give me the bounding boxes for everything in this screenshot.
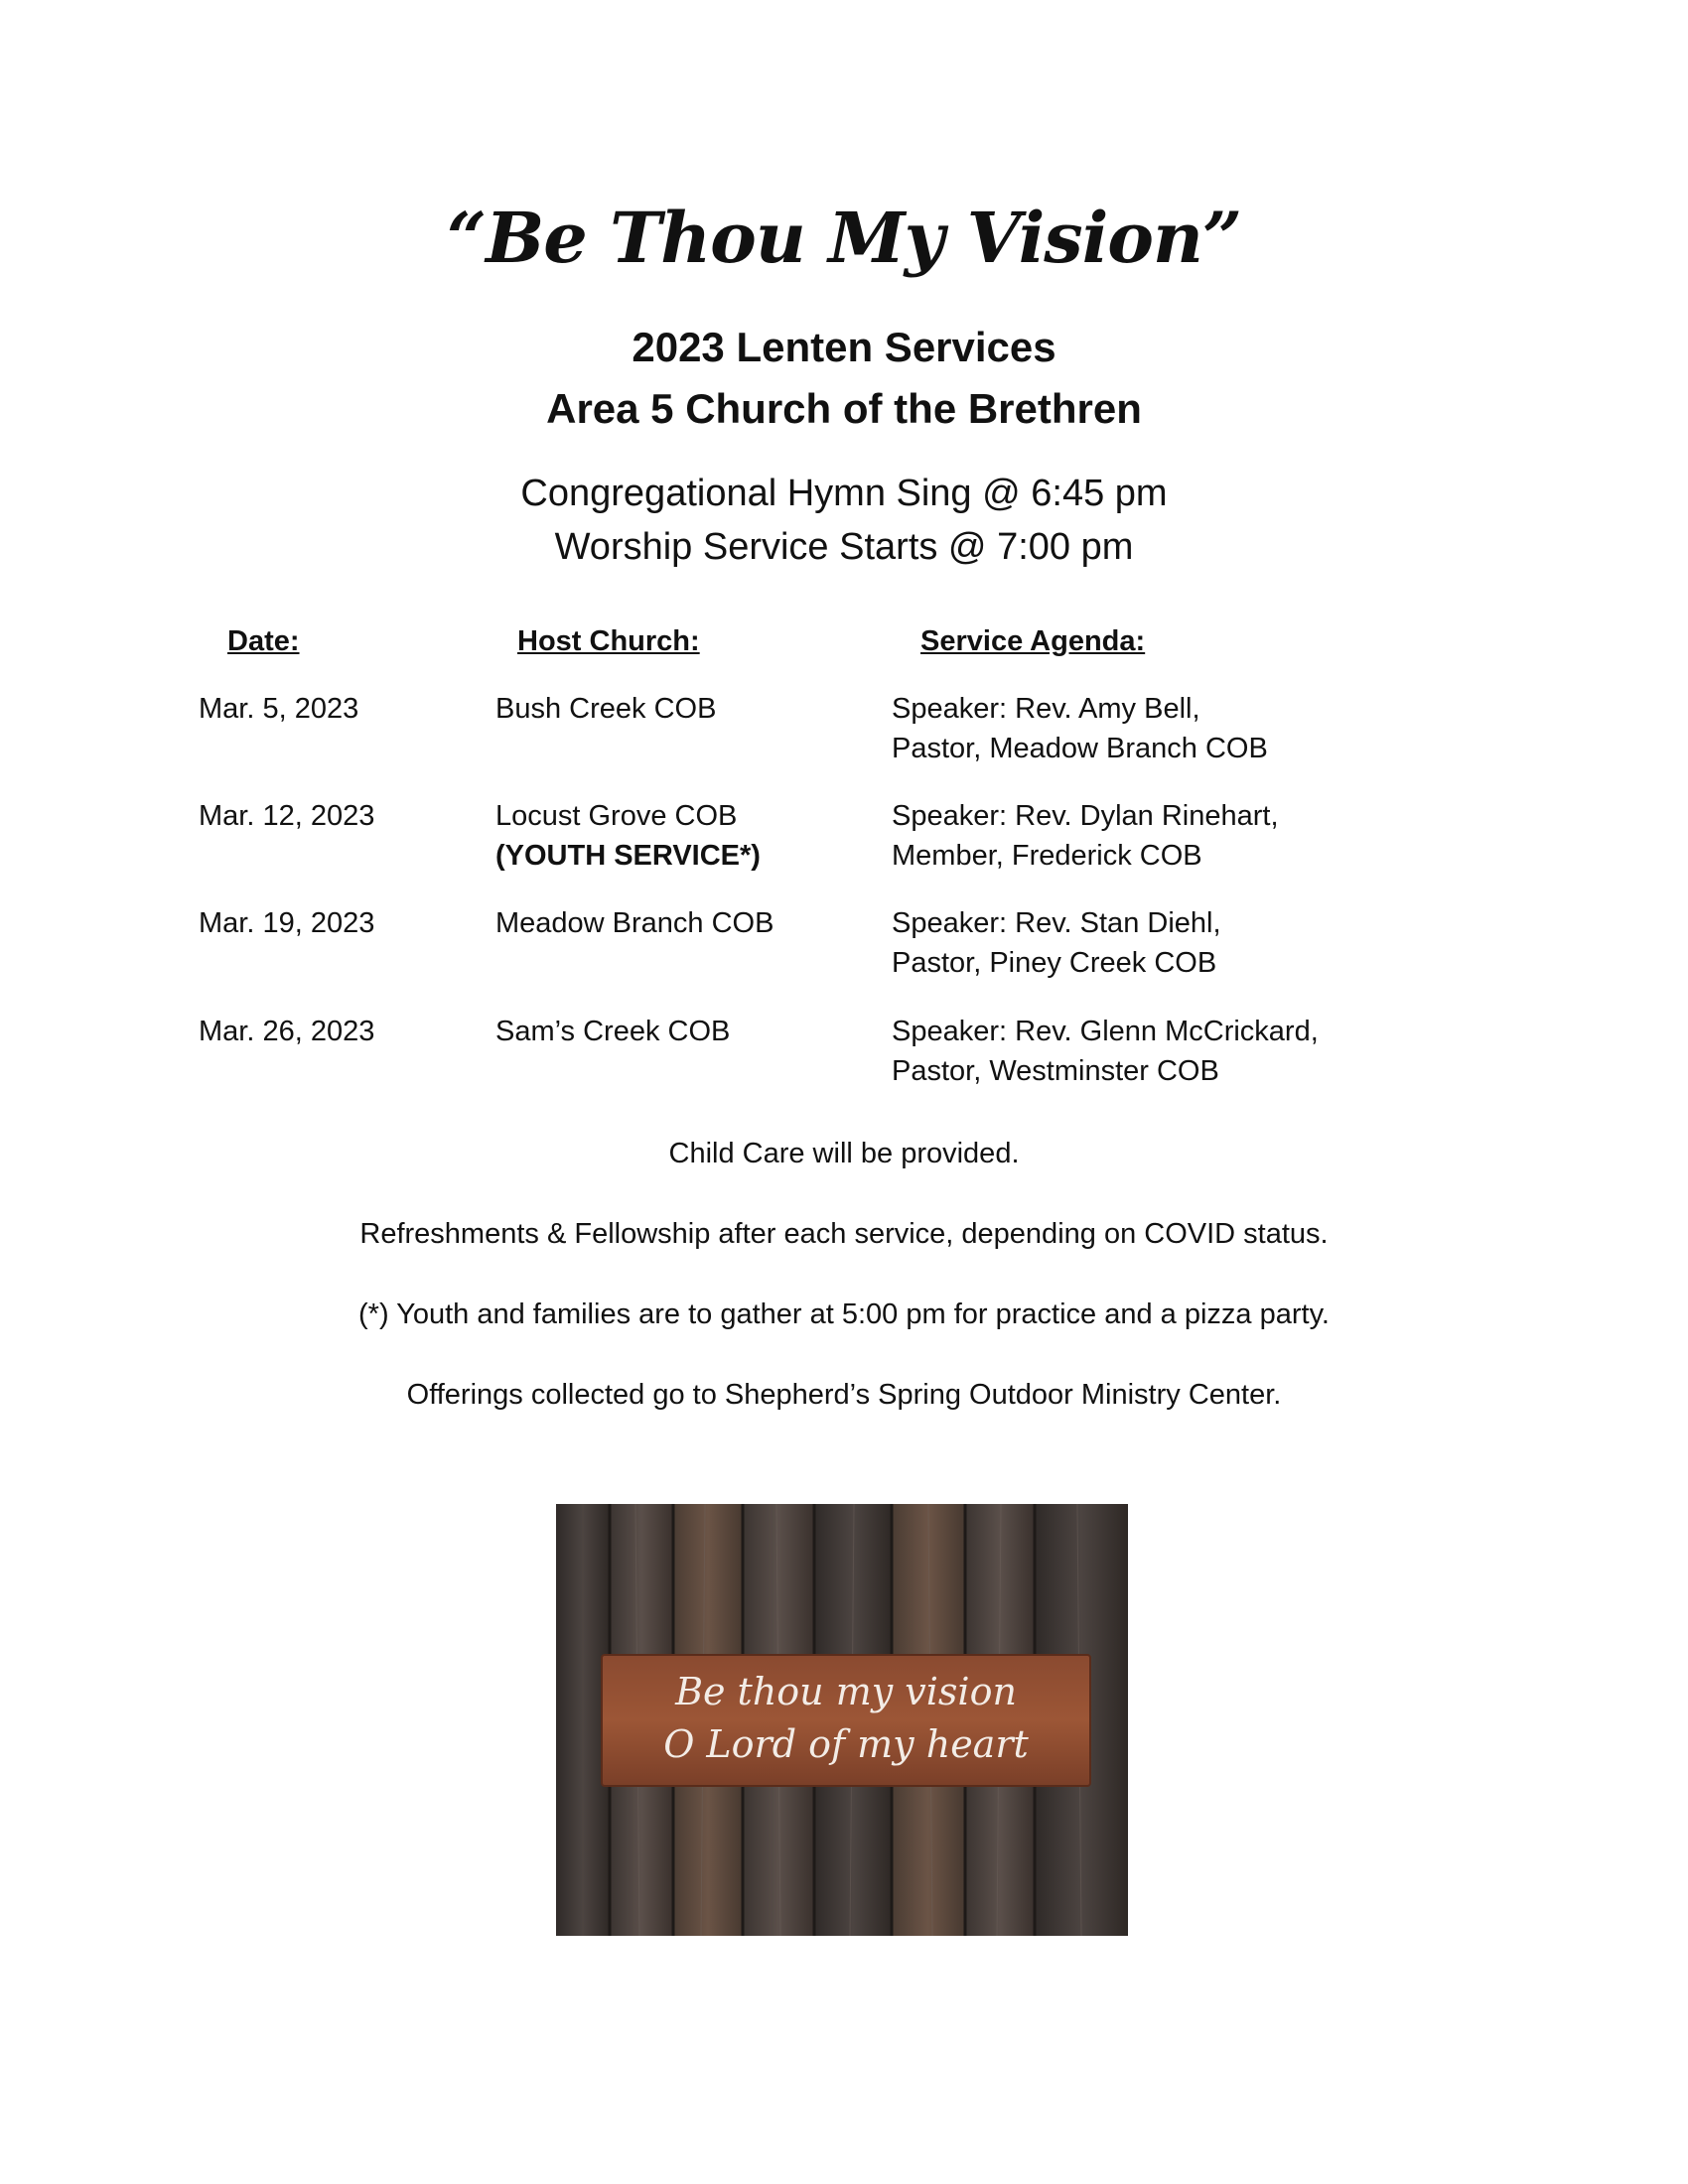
speaker-role: Pastor, Piney Creek COB (892, 947, 1217, 979)
speaker-role: Member, Frederick COB (892, 840, 1202, 872)
row-agenda (892, 689, 1268, 768)
row-date: Mar. 12, 2023 (199, 800, 375, 832)
host-church-name: Locust Grove COB (495, 800, 738, 832)
row-host-church (495, 903, 774, 943)
organization-name: Area 5 Church of the Brethren (546, 385, 1142, 432)
speaker-role: Pastor, Westminster COB (892, 1055, 1219, 1087)
sign-text-line1: Be thou my vision (675, 1670, 1017, 1713)
youth-gathering-note: (*) Youth and families are to gather at 5:00 pm for practice and a pizza party. (358, 1298, 1330, 1330)
worship-start-time: Worship Service Starts @ 7:00 pm (554, 526, 1134, 568)
child-care-note: Child Care will be provided. (668, 1138, 1020, 1169)
host-church-name: Sam’s Creek COB (495, 1016, 731, 1047)
hymn-sing-time: Congregational Hymn Sing @ 6:45 pm (520, 473, 1168, 514)
speaker-role: Pastor, Meadow Branch COB (892, 733, 1268, 764)
speaker-line: Speaker: Rev. Stan Diehl, (892, 907, 1221, 939)
youth-service-note: (YOUTH SERVICE*) (495, 840, 761, 872)
row-host-church (495, 796, 761, 876)
host-church-name: Meadow Branch COB (495, 907, 774, 939)
host-church-name: Bush Creek COB (495, 693, 717, 725)
row-date: Mar. 5, 2023 (199, 693, 359, 725)
row-agenda (892, 796, 1279, 876)
event-subtitle: 2023 Lenten Services (632, 324, 1056, 370)
flyer-title: “Be Thou My Vision” (446, 197, 1242, 279)
speaker-line: Speaker: Rev. Dylan Rinehart, (892, 800, 1279, 832)
row-agenda (892, 1012, 1319, 1091)
refreshments-note: Refreshments & Fellowship after each service, depending on COVID status. (359, 1218, 1329, 1250)
row-agenda (892, 903, 1221, 983)
row-date: Mar. 26, 2023 (199, 1016, 375, 1047)
row-date: Mar. 19, 2023 (199, 907, 375, 939)
speaker-line: Speaker: Rev. Glenn McCrickard, (892, 1016, 1319, 1047)
offerings-note: Offerings collected go to Shepherd’s Spring Outdoor Ministry Center. (406, 1379, 1282, 1411)
column-header-agenda: Service Agenda: (920, 625, 1146, 657)
sign-text-line2: O Lord of my heart (663, 1722, 1029, 1766)
column-header-date: Date: (227, 625, 300, 657)
wooden-sign-photo (556, 1504, 1128, 1936)
column-header-host: Host Church: (517, 625, 700, 657)
row-host-church (495, 689, 716, 729)
speaker-line: Speaker: Rev. Amy Bell, (892, 693, 1200, 725)
row-host-church (495, 1012, 730, 1051)
